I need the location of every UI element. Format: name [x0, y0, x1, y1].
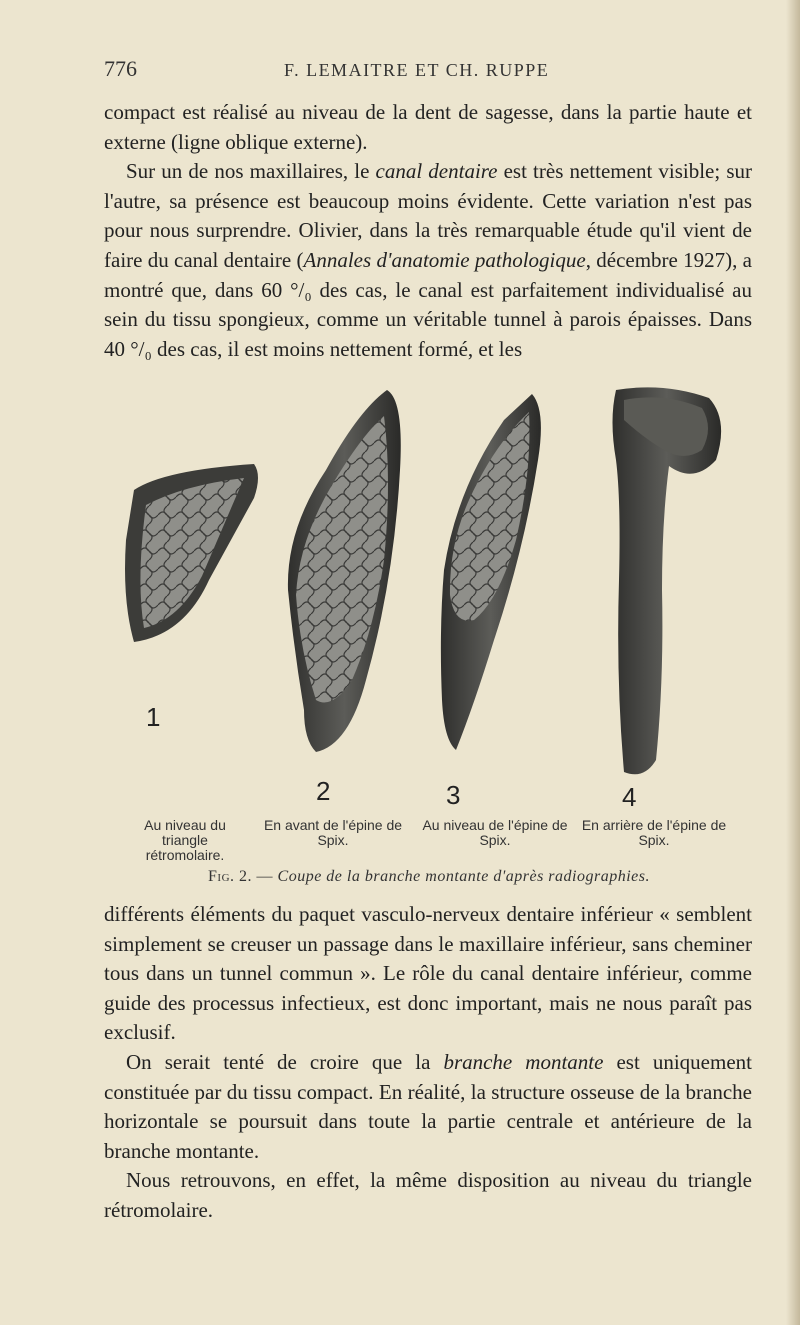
figure-number-1: 1 — [146, 702, 161, 732]
p2-text-c: , décembre 1927), a montré que, dans 60 °/₀ des cas, le canal est parfaitement individualisé au sein du tissu spongieux, comme un véritable tunnel à parois épaisses. Dans 40 °/₀ des cas, il est moins nettement formé, et les — [104, 247, 752, 361]
p4-text-b: est uniquement constituée par du tissu compact. En réalité, la structure osseuse de la branche horizontale se poursuit dans toute la partie centrale et antérieure de la branche montante. — [104, 1049, 752, 1163]
caption-text: Coupe de la branche montante d'après radiographies. — [277, 868, 650, 885]
page-number: 776 — [104, 56, 137, 81]
section-3-drawing — [441, 394, 541, 750]
caption-label: Fig. 2. — [208, 868, 253, 885]
figure-number-3: 3 — [446, 780, 461, 810]
figure-2 — [104, 380, 754, 890]
paragraph-3: différents éléments du paquet vasculo-nerveux dentaire inférieur « semblent simplement se creuser un passage dans le maxillaire inférieur, sans cheminer tous dans un tunnel commun ». Le rôle du canal dentaire inférieur, comme guide des processus infectieux, est donc important, mais ne nous paraît pas exclusif. — [104, 902, 752, 1045]
section-4-drawing — [613, 387, 722, 774]
p4-italic-branche: branche montante — [443, 1049, 604, 1074]
paragraph-2 — [104, 157, 752, 364]
page-header — [104, 56, 754, 86]
text-block-bottom — [104, 900, 752, 1226]
figure-illustration — [104, 380, 754, 860]
paragraph-5: Nous retrouvons, en effet, la même disposition au niveau du triangle rétromolaire. — [104, 1168, 752, 1222]
p2-text-b: est très nettement visible; sur l'autre, sa présence est beaucoup moins évidente. Cette variation n'est pas pour nous surprendre. Olivier, dans la très remarquable étude qu'il vient de faire du canal dentaire ( — [104, 159, 752, 272]
figure-number-2: 2 — [316, 776, 331, 806]
paragraph-4 — [104, 1048, 752, 1166]
text-block-top — [104, 98, 752, 364]
figure-number-4: 4 — [622, 782, 637, 812]
p2-text-a: Sur un de nos maxillaires, le — [126, 159, 376, 184]
p2-italic-canal: canal dentaire — [375, 159, 498, 184]
figure-caption — [104, 868, 754, 886]
page-edge-shadow — [786, 0, 800, 1325]
paragraph-1: compact est réalisé au niveau de la dent de sagesse, dans la partie haute et externe (ligne oblique externe). — [104, 100, 752, 154]
section-2-drawing — [288, 390, 401, 752]
figure-label-2: En avant de l'épine de Spix. — [263, 817, 403, 848]
p4-text-a: On serait tenté de croire que la — [126, 1049, 444, 1074]
caption-dash: — — [252, 868, 278, 885]
p2-italic-journal: Annales d'anatomie pathologique — [303, 247, 586, 272]
figure-label-4: En arrière de l'épine de Spix. — [581, 817, 727, 848]
figure-label-1: Au niveau du triangle rétromolaire. — [144, 817, 226, 863]
running-head: F. LEMAITRE ET CH. RUPPE — [284, 60, 550, 80]
section-1-drawing — [125, 464, 258, 642]
figure-label-3: Au niveau de l'épine de Spix. — [422, 817, 568, 848]
